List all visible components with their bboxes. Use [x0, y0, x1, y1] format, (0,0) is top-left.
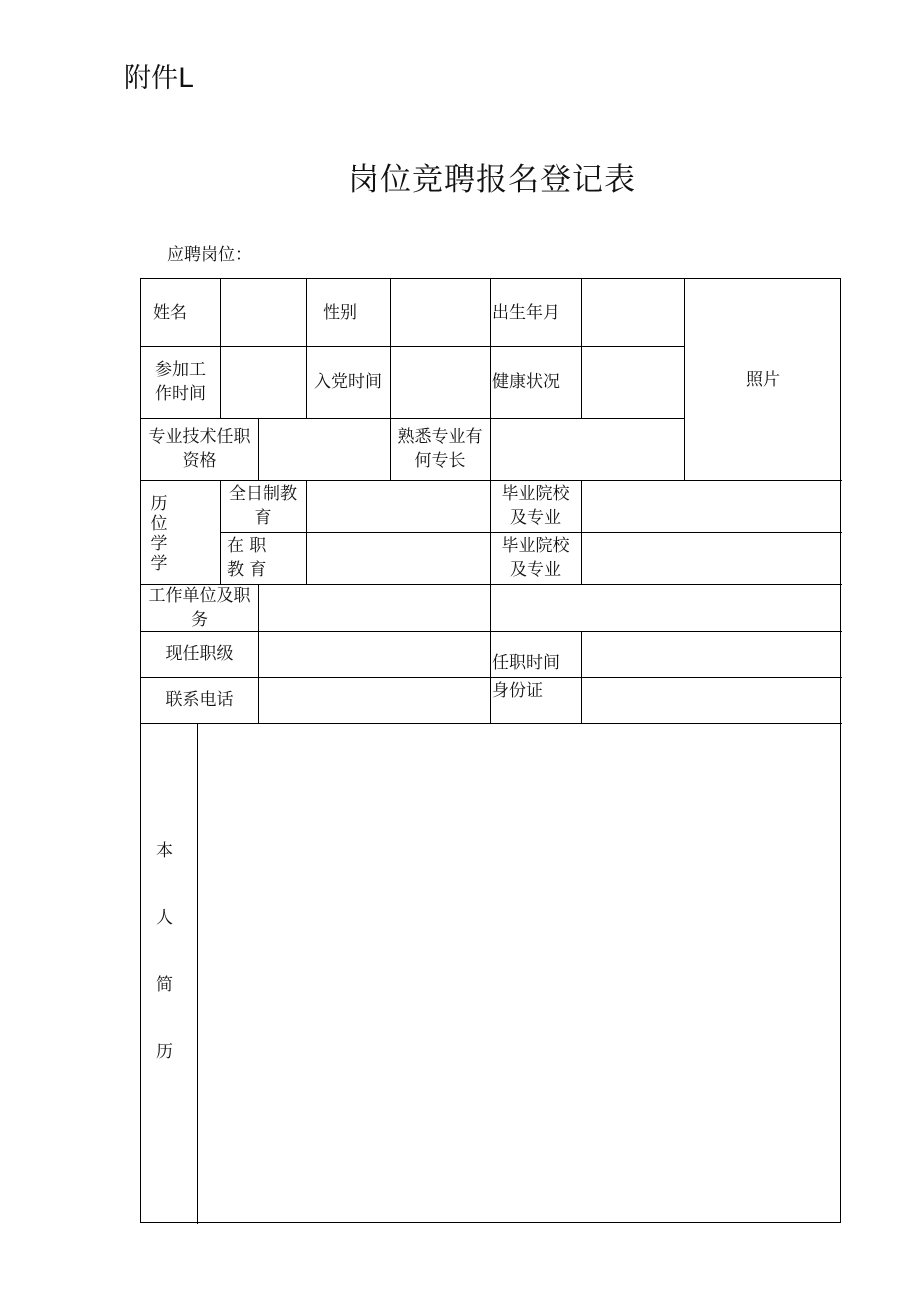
- form-title: 岗位竞聘报名登记表: [348, 162, 636, 198]
- gender-input-cell[interactable]: [391, 279, 490, 346]
- id-card-input-cell[interactable]: [582, 678, 842, 723]
- party-join-label: 入党时间: [314, 372, 382, 392]
- full-time-school-label: 毕业院校 及专业: [501, 484, 570, 528]
- appointment-time-label: 任职时间: [492, 653, 560, 673]
- full-time-education-label: 全日制教 育: [229, 484, 297, 528]
- education-char: 学: [150, 554, 168, 574]
- party-join-input-cell[interactable]: [391, 347, 490, 418]
- current-level-input-cell[interactable]: [259, 632, 490, 677]
- birth-label: 出生年月: [492, 302, 560, 323]
- photo-label: 照片: [746, 369, 780, 390]
- in-service-education-line: 在 职: [227, 536, 267, 556]
- technical-qualification-input-cell[interactable]: [259, 419, 390, 480]
- employer-input-cell[interactable]: [259, 585, 842, 631]
- in-service-education-label: [220, 532, 306, 584]
- in-service-school-input-cell[interactable]: [582, 533, 842, 584]
- resume-char: 简: [156, 975, 173, 995]
- full-time-education-input-cell[interactable]: [307, 481, 490, 532]
- personal-resume-label: [141, 841, 188, 1109]
- birth-input-cell[interactable]: [582, 279, 684, 346]
- resume-char: 历: [156, 1042, 173, 1062]
- phone-label: 联系电话: [165, 690, 234, 710]
- education-char: 历: [150, 494, 168, 514]
- phone-input-cell[interactable]: [259, 678, 490, 723]
- name-input-cell[interactable]: [221, 279, 306, 346]
- current-level-label: 现任职级: [165, 644, 234, 664]
- in-service-education-input-cell[interactable]: [307, 533, 490, 584]
- gender-label: 性别: [323, 302, 357, 323]
- position-label: 应聘岗位：: [167, 245, 252, 265]
- resume-char: 本: [156, 841, 173, 861]
- specialty-input-cell[interactable]: [491, 419, 684, 480]
- education-char: 学: [150, 534, 168, 554]
- registration-form-table: [140, 278, 841, 1223]
- personal-resume-input-cell[interactable]: [198, 724, 842, 1224]
- health-input-cell[interactable]: [582, 347, 684, 418]
- in-service-education-line: 教 育: [227, 560, 267, 580]
- full-time-school-input-cell[interactable]: [582, 481, 842, 532]
- in-service-school-label: 毕业院校 及专业: [501, 536, 570, 580]
- resume-char: 人: [156, 908, 173, 928]
- specialty-label: 熟悉专业有 何专长: [397, 427, 483, 471]
- appointment-time-input-cell[interactable]: [582, 632, 842, 677]
- attachment-label: 附件L: [124, 63, 194, 94]
- health-label: 健康状况: [492, 372, 560, 392]
- name-label: 姓名: [153, 302, 187, 323]
- employer-label: 工作单位及职 务: [148, 585, 251, 630]
- id-card-label: 身份证: [492, 681, 543, 701]
- work-start-label: 参加工 作时间: [155, 360, 206, 404]
- education-group-label: [147, 494, 171, 574]
- technical-qualification-label: 专业技术任职 资格: [148, 427, 251, 471]
- work-start-input-cell[interactable]: [221, 347, 306, 418]
- education-char: 位: [150, 514, 168, 534]
